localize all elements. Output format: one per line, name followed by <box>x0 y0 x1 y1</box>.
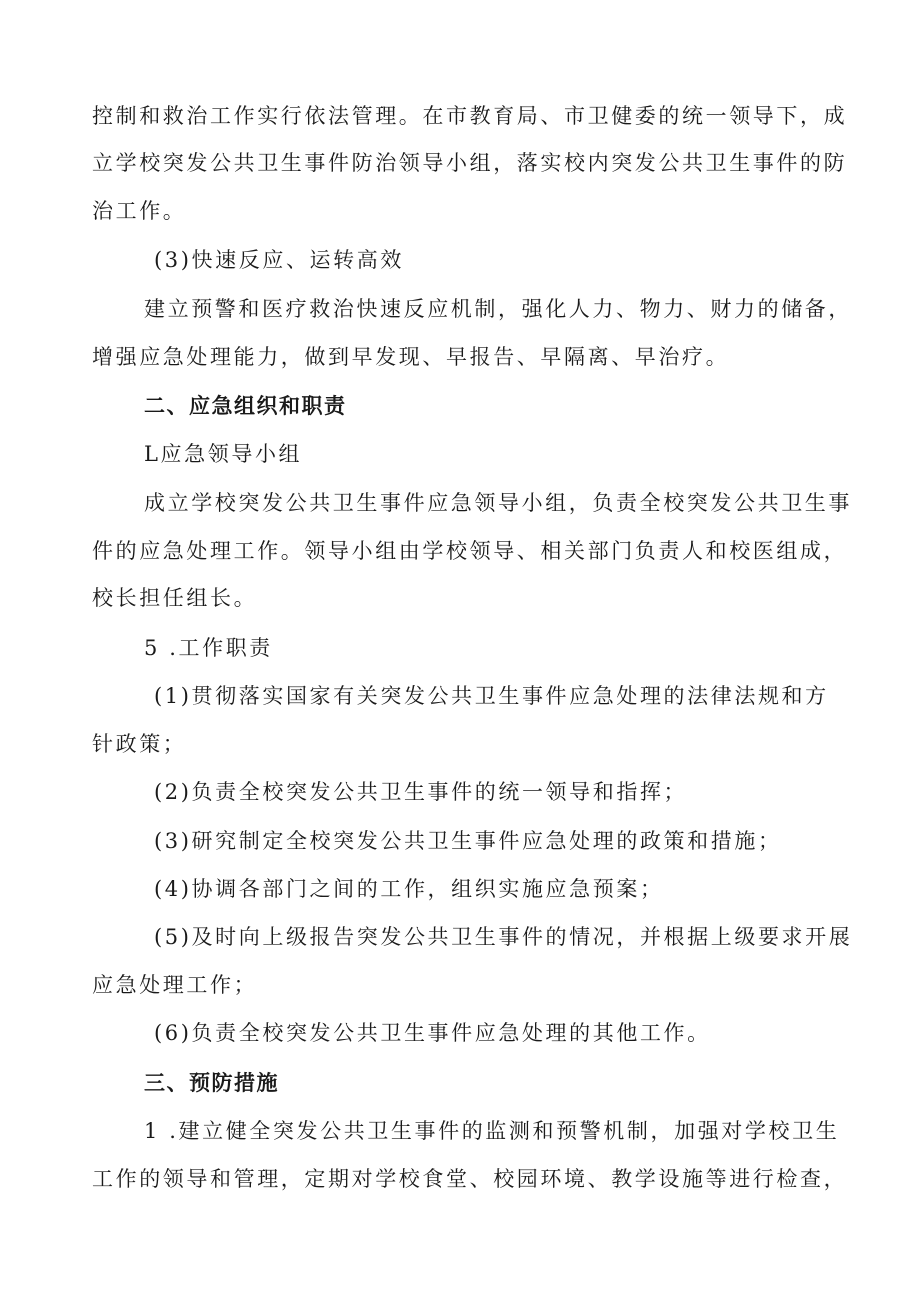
paragraph-line: 控制和救治工作实行依法管理。在市教育局、市卫健委的统一领导下，成 <box>92 104 848 128</box>
paragraph-line: 工作的领导和管理，定期对学校食堂、校园环境、教学设施等进行检查， <box>92 1167 848 1191</box>
subheading-3: (3)快速反应、运转高效 <box>154 248 404 272</box>
section-heading-2: 二、应急组织和职责 <box>144 394 347 418</box>
list-item: (5)及时向上级报告突发公共卫生事件的情况，并根据上级要求开展 <box>154 925 853 949</box>
list-item: (2)负责全校突发公共卫生事件的统一领导和指挥； <box>154 780 688 804</box>
paragraph-line: 1 .建立健全突发公共卫生事件的监测和预警机制，加强对学校卫生 <box>144 1119 840 1143</box>
list-item-continuation: 针政策； <box>92 732 187 756</box>
paragraph-line: 校长担任组长。 <box>92 586 258 610</box>
paragraph-line: 治工作。 <box>92 199 187 223</box>
section-heading-3: 三、预防措施 <box>144 1071 279 1095</box>
list-item: (6)负责全校突发公共卫生事件应急处理的其他工作。 <box>154 1021 711 1045</box>
paragraph-line: 件的应急处理工作。领导小组由学校领导、相关部门负责人和校医组成， <box>92 539 848 563</box>
list-item: (4)协调各部门之间的工作，组织实施应急预案； <box>154 877 664 901</box>
paragraph-line: 增强应急处理能力，做到早发现、早报告、早隔离、早治疗。 <box>92 345 730 369</box>
subheading-5: 5 .工作职责 <box>144 636 273 660</box>
list-item: (3)研究制定全校突发公共卫生事件应急处理的政策和措施； <box>154 829 782 853</box>
paragraph-line: 立学校突发公共卫生事件防治领导小组，落实校内突发公共卫生事件的防 <box>92 151 848 175</box>
subheading-l: L应急领导小组 <box>144 442 303 466</box>
list-item: (1)贯彻落实国家有关突发公共卫生事件应急处理的法律法规和方 <box>154 684 829 708</box>
paragraph-line: 成立学校突发公共卫生事件应急领导小组，负责全校突发公共卫生事 <box>144 491 852 515</box>
list-item-continuation: 应急处理工作； <box>92 973 258 997</box>
paragraph-line: 建立预警和医疗救治快速反应机制，强化人力、物力、财力的储备， <box>144 297 852 321</box>
